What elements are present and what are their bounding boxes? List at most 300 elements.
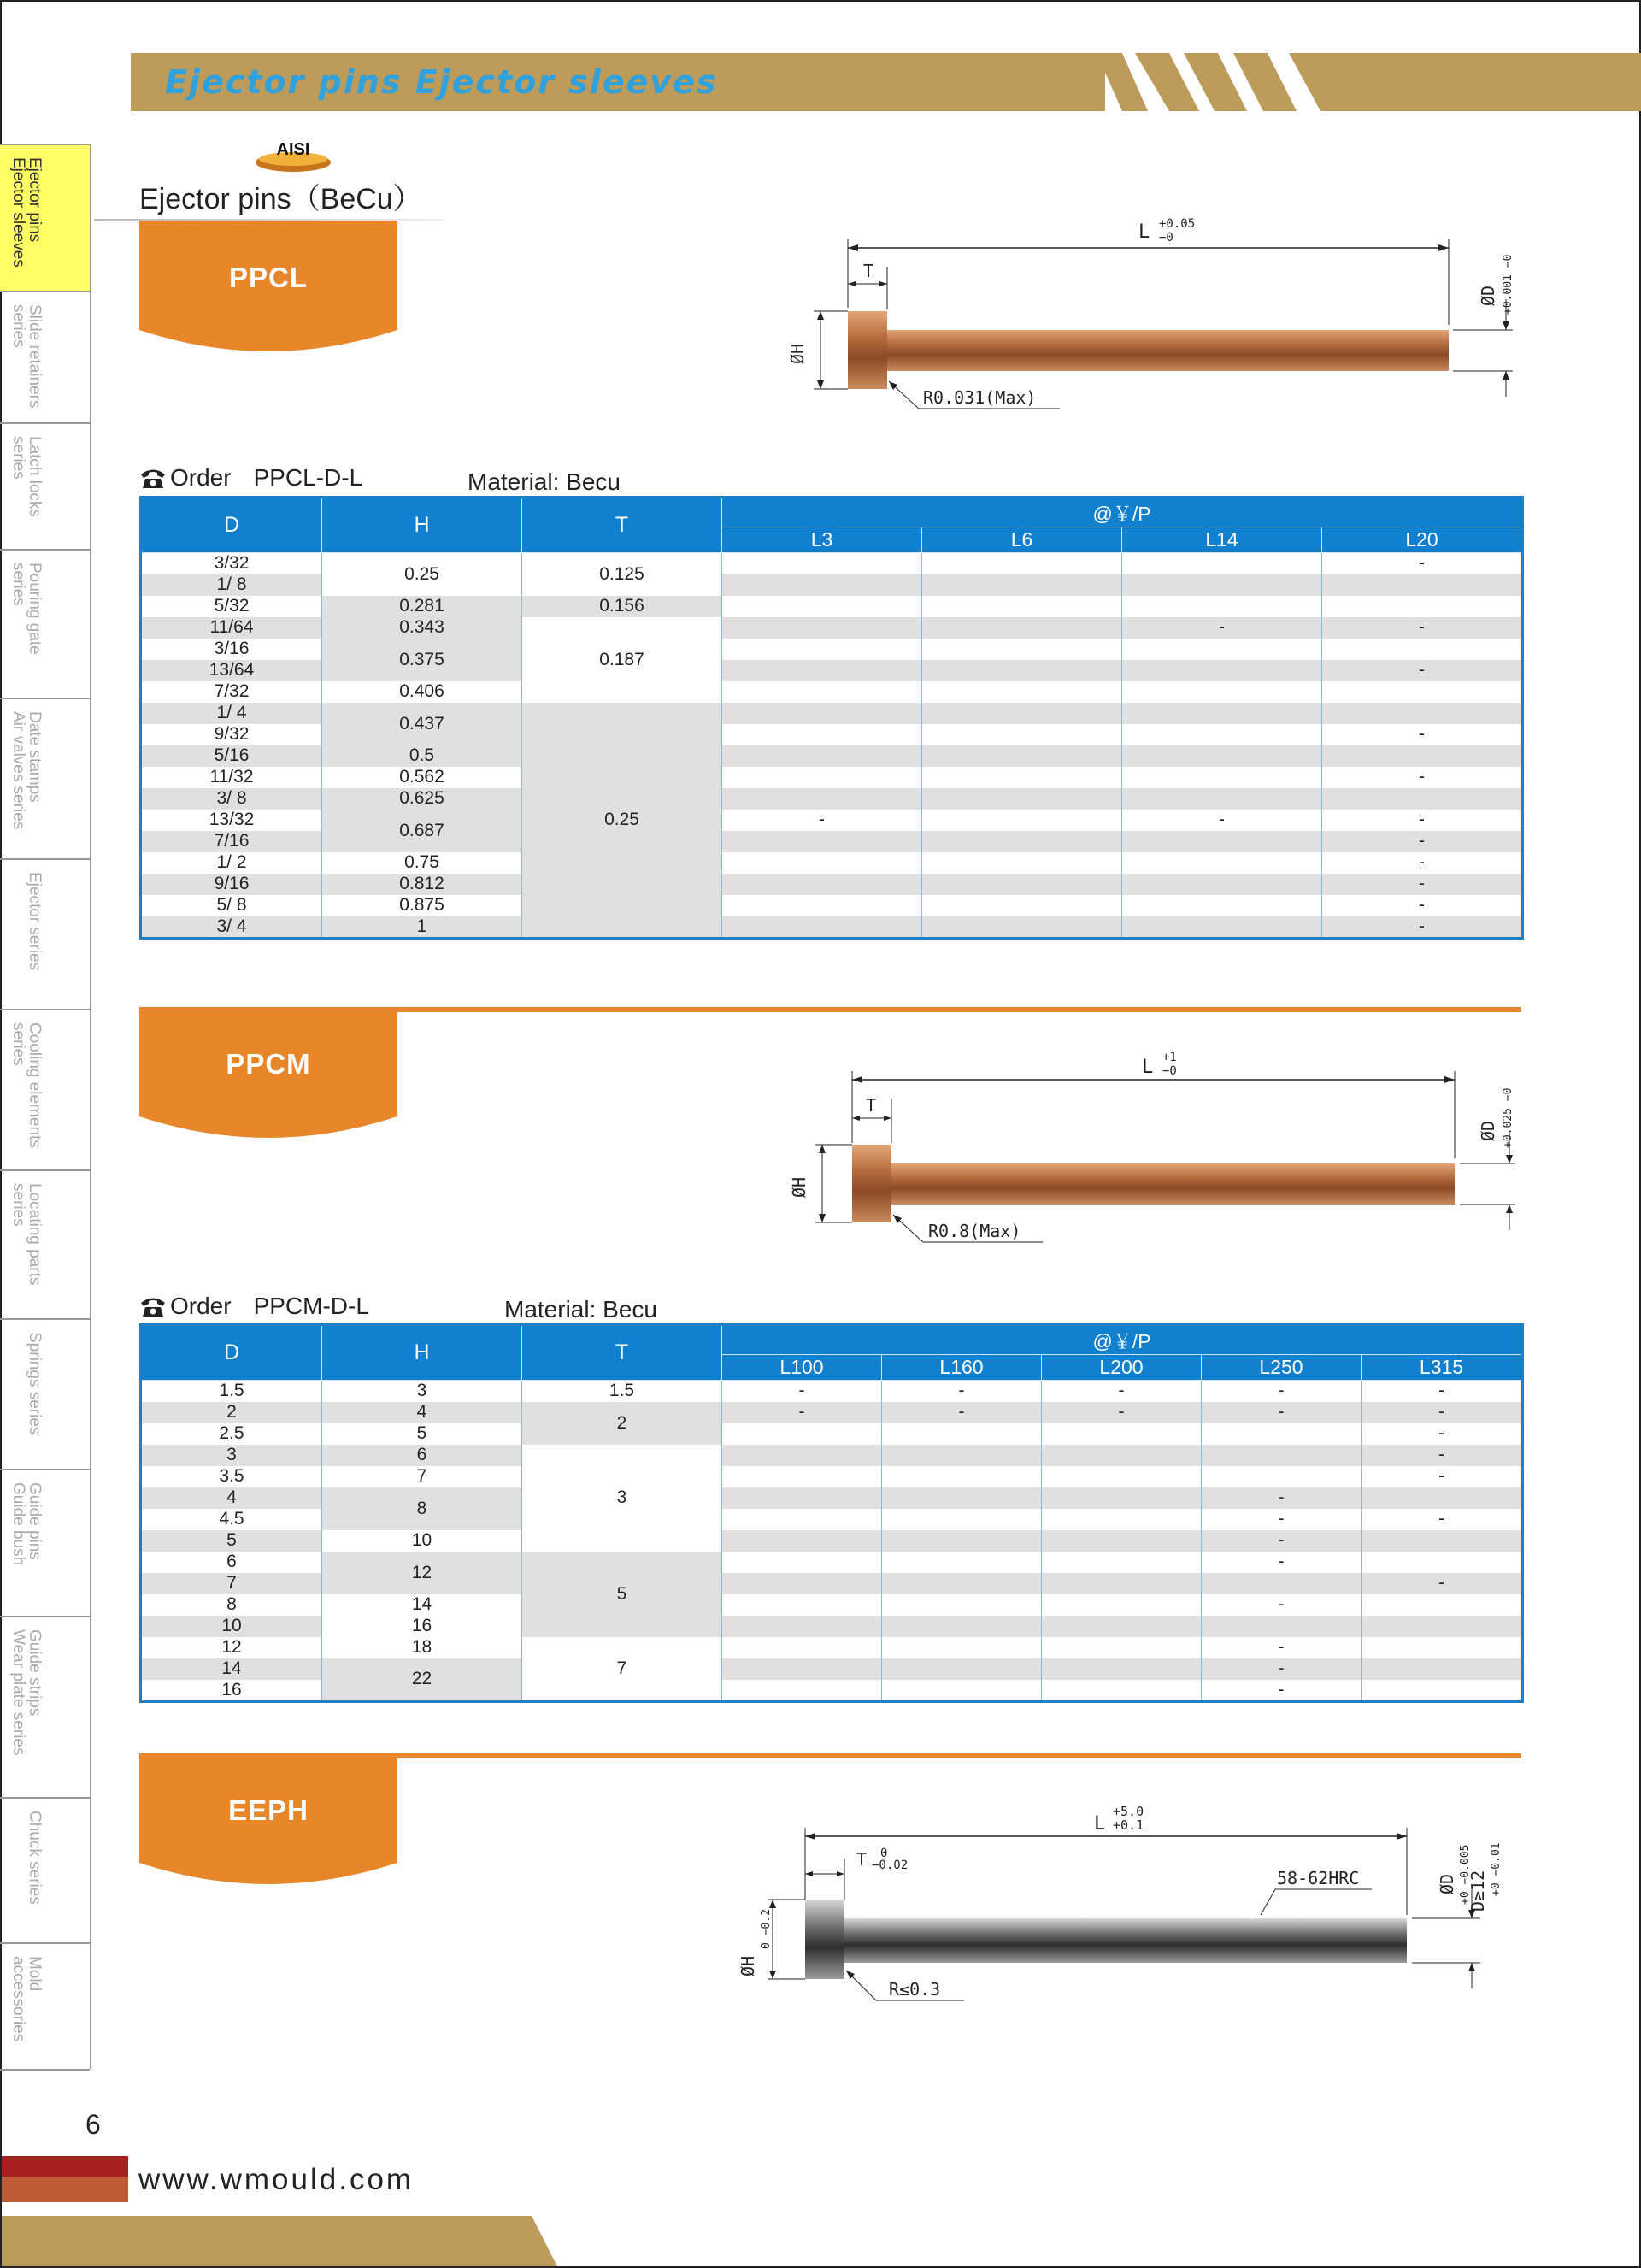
cell-price bbox=[1122, 703, 1322, 724]
ppcm-col-t: T bbox=[522, 1325, 722, 1381]
footer-accent-orange bbox=[2, 2177, 128, 2202]
ppcl-dim-d-tol: +0.001 −0 bbox=[1502, 254, 1515, 315]
cell-price bbox=[722, 703, 922, 724]
ppcm-col-l160: L160 bbox=[882, 1355, 1042, 1381]
cell-price bbox=[722, 1680, 882, 1702]
cell-price bbox=[722, 660, 922, 681]
cell-h: 12 bbox=[322, 1552, 522, 1594]
ppcm-order-label: Order bbox=[170, 1293, 232, 1319]
cell-d: 3/ 8 bbox=[141, 788, 322, 810]
cell-d: 14 bbox=[141, 1658, 322, 1680]
cell-price bbox=[922, 788, 1122, 810]
ppcm-col-d: D bbox=[141, 1325, 322, 1381]
table-row bbox=[141, 596, 1523, 617]
cell-price bbox=[922, 703, 1122, 724]
cell-price bbox=[722, 895, 922, 916]
cell-price bbox=[1042, 1445, 1202, 1466]
cell-h: 0.437 bbox=[322, 703, 522, 745]
cell-h: 5 bbox=[322, 1423, 522, 1445]
cell-price bbox=[1362, 1658, 1523, 1680]
ppcl-dim-t: T bbox=[863, 261, 874, 281]
sidebar-item-label: Chuck series bbox=[26, 1811, 44, 1905]
ppcm-col-l250: L250 bbox=[1202, 1355, 1362, 1381]
table-row bbox=[141, 1594, 1523, 1616]
table-row bbox=[141, 1637, 1523, 1658]
cell-d: 9/16 bbox=[141, 874, 322, 895]
cell-price bbox=[922, 852, 1122, 874]
cell-price bbox=[882, 1487, 1042, 1509]
ppcl-col-l6: L6 bbox=[922, 527, 1122, 553]
cell-price bbox=[1122, 874, 1322, 895]
cell-price: - bbox=[1322, 617, 1523, 639]
ppcl-price-table bbox=[139, 496, 1524, 940]
eeph-dim-d-tol: +0 −0.005 bbox=[1459, 1844, 1472, 1905]
cell-price bbox=[922, 596, 1122, 617]
cell-h: 7 bbox=[322, 1466, 522, 1487]
ppcl-dim-d: ØD bbox=[1478, 285, 1498, 306]
sidebar-item-pouring-gate[interactable] bbox=[0, 551, 90, 699]
cell-d: 4.5 bbox=[141, 1509, 322, 1530]
cell-d: 1/ 8 bbox=[141, 574, 322, 596]
cell-price bbox=[722, 852, 922, 874]
cell-price bbox=[1202, 1445, 1362, 1466]
sidebar-item-label: Locating parts series bbox=[9, 1183, 44, 1286]
cell-price bbox=[1322, 703, 1523, 724]
cell-price: - bbox=[1322, 553, 1523, 574]
eeph-dim-r: R≤0.3 bbox=[889, 1979, 941, 2000]
cell-price bbox=[1042, 1509, 1202, 1530]
ppcm-dim-l: L bbox=[1142, 1057, 1154, 1078]
cell-d: 5/16 bbox=[141, 745, 322, 767]
cell-h: 18 bbox=[322, 1637, 522, 1658]
ppcm-dim-d: ØD bbox=[1478, 1120, 1498, 1141]
cell-d: 6 bbox=[141, 1552, 322, 1573]
cell-price bbox=[1322, 596, 1523, 617]
tab-ppcl-label: PPCL bbox=[228, 262, 308, 293]
ppcm-order-code: PPCM-D-L bbox=[253, 1293, 369, 1319]
cell-t: 0.156 bbox=[522, 596, 722, 617]
cell-d: 5/ 8 bbox=[141, 895, 322, 916]
eeph-dim-d2-tol: +0 −0.01 bbox=[1490, 1842, 1503, 1896]
cell-price bbox=[922, 617, 1122, 639]
eeph-dim-l: L bbox=[1094, 1813, 1106, 1835]
cell-price: - bbox=[1042, 1402, 1202, 1423]
cell-price bbox=[1202, 1573, 1362, 1594]
cell-h: 16 bbox=[322, 1616, 522, 1637]
cell-d: 13/32 bbox=[141, 810, 322, 831]
cell-price bbox=[1322, 788, 1523, 810]
table-row bbox=[141, 1658, 1523, 1680]
cell-h: 4 bbox=[322, 1402, 522, 1423]
cell-price: - bbox=[1362, 1466, 1523, 1487]
cell-h: 0.406 bbox=[322, 681, 522, 703]
cell-price bbox=[922, 639, 1122, 660]
cell-d: 3/16 bbox=[141, 639, 322, 660]
cell-price bbox=[1202, 1423, 1362, 1445]
cell-d: 10 bbox=[141, 1616, 322, 1637]
cell-price bbox=[722, 1466, 882, 1487]
cell-price bbox=[1122, 767, 1322, 788]
cell-h: 0.75 bbox=[322, 852, 522, 874]
table-row bbox=[141, 745, 1523, 767]
cell-t: 7 bbox=[522, 1637, 722, 1702]
cell-price bbox=[722, 617, 922, 639]
cell-price bbox=[1122, 596, 1322, 617]
ppcm-col-l100: L100 bbox=[722, 1355, 882, 1381]
ppcm-dim-l-tol-up: +1 bbox=[1162, 1051, 1177, 1064]
table-row bbox=[141, 681, 1523, 703]
sidebar-item-guide-strips[interactable] bbox=[0, 1617, 90, 1799]
footer-url[interactable]: www.wmould.com bbox=[138, 2163, 415, 2196]
cell-price bbox=[1042, 1680, 1202, 1702]
cell-price bbox=[1042, 1530, 1202, 1552]
section-subtitle: Ejector pins（BeCu） bbox=[139, 183, 422, 215]
cell-price bbox=[1122, 553, 1322, 574]
cell-price bbox=[922, 831, 1122, 852]
tab-ppcm bbox=[139, 1007, 397, 1135]
cell-price bbox=[922, 767, 1122, 788]
footer-bar bbox=[2, 2216, 557, 2266]
cell-price bbox=[882, 1509, 1042, 1530]
sidebar-item-latch-locks[interactable] bbox=[0, 424, 90, 551]
cell-price bbox=[722, 1445, 882, 1466]
table-row bbox=[141, 895, 1523, 916]
cell-d: 12 bbox=[141, 1637, 322, 1658]
cell-price bbox=[722, 745, 922, 767]
ppcm-order-line bbox=[139, 1293, 369, 1320]
cell-price bbox=[722, 1423, 882, 1445]
cell-price bbox=[722, 574, 922, 596]
ppcl-diagram bbox=[769, 214, 1530, 419]
cell-h: 6 bbox=[322, 1445, 522, 1466]
table-row bbox=[141, 553, 1523, 574]
cell-price: - bbox=[1322, 767, 1523, 788]
ppcl-order-line bbox=[139, 464, 362, 492]
cell-price bbox=[1042, 1466, 1202, 1487]
cell-price bbox=[1322, 681, 1523, 703]
ppcm-col-l200: L200 bbox=[1042, 1355, 1202, 1381]
sidebar-item-label: Ejector series bbox=[26, 872, 44, 971]
cell-price bbox=[922, 553, 1122, 574]
cell-price bbox=[1202, 1466, 1362, 1487]
table-row bbox=[141, 1552, 1523, 1573]
cell-d: 2.5 bbox=[141, 1423, 322, 1445]
eeph-dim-h: ØH bbox=[738, 1955, 758, 1976]
cell-price: - bbox=[1362, 1509, 1523, 1530]
cell-h: 0.5 bbox=[322, 745, 522, 767]
cell-d: 5 bbox=[141, 1530, 322, 1552]
table-row bbox=[141, 703, 1523, 724]
cell-d: 7/32 bbox=[141, 681, 322, 703]
table-row bbox=[141, 1487, 1523, 1509]
cell-price bbox=[1362, 1530, 1523, 1552]
cell-d: 9/32 bbox=[141, 724, 322, 745]
cell-h: 22 bbox=[322, 1658, 522, 1702]
ppcl-col-l20: L20 bbox=[1322, 527, 1523, 553]
cell-price bbox=[722, 1594, 882, 1616]
ppcl-col-l14: L14 bbox=[1122, 527, 1322, 553]
table-row bbox=[141, 1445, 1523, 1466]
cell-price bbox=[722, 553, 922, 574]
table-row bbox=[141, 617, 1523, 639]
cell-price: - bbox=[1322, 895, 1523, 916]
table-row bbox=[141, 810, 1523, 831]
eeph-hardness: 58-62HRC bbox=[1277, 1868, 1360, 1888]
eeph-dim-t-tol-low: −0.02 bbox=[872, 1859, 909, 1872]
cell-h: 0.25 bbox=[322, 553, 522, 596]
eeph-dim-d2: D≥12 bbox=[1467, 1870, 1488, 1912]
ppcl-order-code: PPCL-D-L bbox=[253, 464, 363, 491]
ppcm-dim-l-tol-low: −0 bbox=[1162, 1064, 1177, 1078]
footer-accent-red bbox=[2, 2156, 128, 2177]
ppcl-dim-r: R0.031(Max) bbox=[923, 387, 1037, 408]
cell-price bbox=[722, 1530, 882, 1552]
cell-t: 2 bbox=[522, 1402, 722, 1445]
cell-t: 3 bbox=[522, 1445, 722, 1552]
cell-price: - bbox=[1122, 617, 1322, 639]
ppcl-col-h: H bbox=[322, 498, 522, 553]
cell-price: - bbox=[1362, 1423, 1523, 1445]
ppcm-price-table bbox=[139, 1323, 1524, 1703]
ppcl-dim-l: L bbox=[1138, 221, 1150, 243]
ppcl-dim-l-tol-up: +0.05 bbox=[1159, 217, 1196, 231]
cell-h: 3 bbox=[322, 1381, 522, 1402]
cell-price bbox=[882, 1573, 1042, 1594]
cell-d: 3.5 bbox=[141, 1466, 322, 1487]
cell-price bbox=[1322, 574, 1523, 596]
cell-price: - bbox=[882, 1402, 1042, 1423]
tab-ppcm-label: PPCM bbox=[226, 1048, 311, 1080]
cell-price bbox=[1122, 916, 1322, 939]
cell-price bbox=[1322, 639, 1523, 660]
cell-price bbox=[722, 788, 922, 810]
aisi-badge bbox=[252, 135, 334, 174]
cell-price: - bbox=[1202, 1658, 1362, 1680]
cell-price bbox=[1122, 788, 1322, 810]
cell-price bbox=[722, 767, 922, 788]
cell-price: - bbox=[1202, 1552, 1362, 1573]
ppcl-dim-l-tol-low: −0 bbox=[1159, 231, 1173, 244]
aisi-badge-text: AISI bbox=[276, 140, 310, 159]
cell-price: - bbox=[1362, 1402, 1523, 1423]
table-row bbox=[141, 788, 1523, 810]
cell-price bbox=[1042, 1616, 1202, 1637]
phone-icon bbox=[139, 467, 167, 489]
ppcl-col-price: @￥/P bbox=[722, 498, 1523, 527]
table-row bbox=[141, 1402, 1523, 1423]
ppcm-col-price: @￥/P bbox=[722, 1325, 1523, 1355]
cell-h: 0.562 bbox=[322, 767, 522, 788]
cell-price bbox=[1362, 1487, 1523, 1509]
ppcl-col-d: D bbox=[141, 498, 322, 553]
cell-d: 11/32 bbox=[141, 767, 322, 788]
cell-t: 0.125 bbox=[522, 553, 722, 596]
sidebar-item-ejector-series[interactable] bbox=[0, 860, 90, 1010]
cell-price bbox=[1122, 639, 1322, 660]
sidebar-item-label: Springs series bbox=[26, 1332, 44, 1435]
cell-price bbox=[882, 1680, 1042, 1702]
cell-price bbox=[1122, 745, 1322, 767]
cell-price: - bbox=[882, 1381, 1042, 1402]
table-row bbox=[141, 1616, 1523, 1637]
cell-price bbox=[1122, 831, 1322, 852]
cell-price bbox=[1122, 724, 1322, 745]
cell-price: - bbox=[1322, 852, 1523, 874]
sidebar-item-date-stamps[interactable] bbox=[0, 699, 90, 860]
cell-price: - bbox=[1322, 916, 1523, 939]
sidebar-item-locating-parts[interactable] bbox=[0, 1171, 90, 1320]
sidebar-item-springs[interactable] bbox=[0, 1320, 90, 1470]
cell-price bbox=[722, 639, 922, 660]
cell-price bbox=[882, 1658, 1042, 1680]
cell-price bbox=[1122, 660, 1322, 681]
cell-price bbox=[1122, 895, 1322, 916]
cell-d: 8 bbox=[141, 1594, 322, 1616]
cell-h: 0.625 bbox=[322, 788, 522, 810]
cell-price bbox=[722, 1509, 882, 1530]
cell-h: 0.687 bbox=[322, 810, 522, 852]
cell-price bbox=[1042, 1637, 1202, 1658]
table-row bbox=[141, 767, 1523, 788]
cell-price: - bbox=[1202, 1487, 1362, 1509]
cell-d: 2 bbox=[141, 1402, 322, 1423]
cell-t: 0.187 bbox=[522, 617, 722, 703]
cell-price: - bbox=[1322, 810, 1523, 831]
cell-price bbox=[882, 1530, 1042, 1552]
cell-price bbox=[882, 1445, 1042, 1466]
tab-ppcl bbox=[139, 221, 397, 349]
cell-price bbox=[722, 1487, 882, 1509]
table-row bbox=[141, 916, 1523, 939]
cell-price: - bbox=[1202, 1637, 1362, 1658]
cell-price bbox=[1362, 1594, 1523, 1616]
sidebar-item-label: Guide pins Guide bush bbox=[9, 1482, 44, 1566]
section-divider bbox=[397, 1007, 1521, 1012]
ppcm-dim-r: R0.8(Max) bbox=[928, 1221, 1021, 1241]
cell-price bbox=[882, 1423, 1042, 1445]
sidebar-item-label: Pouring gate series bbox=[9, 563, 44, 655]
cell-price bbox=[722, 1552, 882, 1573]
cell-d: 1/ 4 bbox=[141, 703, 322, 724]
sidebar-item-mold-accessories[interactable] bbox=[0, 1944, 90, 2071]
cell-h: 0.875 bbox=[322, 895, 522, 916]
cell-price bbox=[722, 831, 922, 852]
cell-d: 13/64 bbox=[141, 660, 322, 681]
sidebar-item-cooling-elements[interactable] bbox=[0, 1010, 90, 1171]
cell-h: 0.812 bbox=[322, 874, 522, 895]
cell-price: - bbox=[1202, 1402, 1362, 1423]
cell-h: 10 bbox=[322, 1530, 522, 1552]
table-row bbox=[141, 1530, 1523, 1552]
ppcm-dim-d-tol: +0.025 −0 bbox=[1502, 1087, 1515, 1148]
cell-price bbox=[1122, 574, 1322, 596]
cell-price bbox=[722, 681, 922, 703]
cell-price bbox=[922, 724, 1122, 745]
cell-price bbox=[722, 724, 922, 745]
eeph-dim-h-tol: 0 −0.2 bbox=[760, 1909, 773, 1949]
cell-price bbox=[722, 596, 922, 617]
cell-price bbox=[1042, 1423, 1202, 1445]
cell-price bbox=[882, 1466, 1042, 1487]
cell-price: - bbox=[1202, 1530, 1362, 1552]
cell-d: 3 bbox=[141, 1445, 322, 1466]
ppcm-col-h: H bbox=[322, 1325, 522, 1381]
cell-price bbox=[1322, 745, 1523, 767]
sidebar-item-chuck[interactable] bbox=[0, 1799, 90, 1944]
ppcm-material: Material: Becu bbox=[504, 1296, 657, 1323]
cell-price: - bbox=[722, 1381, 882, 1402]
cell-price bbox=[722, 1573, 882, 1594]
cell-price: - bbox=[1362, 1573, 1523, 1594]
sidebar-item-label: Mold accessories bbox=[9, 1956, 44, 2042]
table-row bbox=[141, 1381, 1523, 1402]
cell-d: 7 bbox=[141, 1573, 322, 1594]
cell-h: 0.281 bbox=[322, 596, 522, 617]
sidebar-item-guide-pins[interactable] bbox=[0, 1470, 90, 1617]
cell-price: - bbox=[722, 1402, 882, 1423]
header-banner bbox=[131, 53, 1641, 111]
header-title: Ejector pins Ejector sleeves bbox=[165, 63, 718, 101]
cell-price bbox=[922, 681, 1122, 703]
cell-price: - bbox=[1362, 1381, 1523, 1402]
cell-price: - bbox=[1202, 1680, 1362, 1702]
cell-price bbox=[1042, 1487, 1202, 1509]
page-number: 6 bbox=[85, 2109, 101, 2140]
table-row bbox=[141, 852, 1523, 874]
cell-price bbox=[922, 745, 1122, 767]
cell-d: 5/32 bbox=[141, 596, 322, 617]
cell-t: 5 bbox=[522, 1552, 722, 1637]
cell-price bbox=[722, 916, 922, 939]
eeph-dim-l-tol-low: +0.1 bbox=[1113, 1817, 1144, 1833]
cell-price bbox=[722, 1658, 882, 1680]
cell-price bbox=[1042, 1658, 1202, 1680]
cell-d: 16 bbox=[141, 1680, 322, 1702]
cell-d: 7/16 bbox=[141, 831, 322, 852]
eeph-dim-d: ØD bbox=[1437, 1873, 1457, 1894]
sidebar-item-label: Guide strips Wear plate series bbox=[9, 1629, 44, 1756]
cell-price bbox=[722, 1637, 882, 1658]
cell-t: 1.5 bbox=[522, 1381, 722, 1402]
cell-price bbox=[1042, 1552, 1202, 1573]
table-row bbox=[141, 1466, 1523, 1487]
ppcl-col-l3: L3 bbox=[722, 527, 922, 553]
cell-h: 1 bbox=[322, 916, 522, 939]
cell-d: 4 bbox=[141, 1487, 322, 1509]
cell-d: 1/ 2 bbox=[141, 852, 322, 874]
cell-price: - bbox=[1202, 1594, 1362, 1616]
cell-price bbox=[1202, 1616, 1362, 1637]
sidebar-item-label: Slide retainers series bbox=[9, 304, 44, 409]
cell-price bbox=[922, 916, 1122, 939]
cell-h: 14 bbox=[322, 1594, 522, 1616]
sidebar-item-slide-retainers[interactable] bbox=[0, 292, 90, 424]
eeph-dim-t-tol-up: 0 bbox=[880, 1847, 888, 1860]
table-row bbox=[141, 874, 1523, 895]
cell-d: 11/64 bbox=[141, 617, 322, 639]
ppcl-order-label: Order bbox=[170, 464, 232, 491]
cell-price: - bbox=[1322, 660, 1523, 681]
sidebar-item-ejector-pins[interactable] bbox=[0, 145, 90, 292]
cell-price: - bbox=[1202, 1509, 1362, 1530]
ppcm-dim-h: ØH bbox=[789, 1176, 809, 1198]
cell-price: - bbox=[1202, 1381, 1362, 1402]
cell-price bbox=[882, 1616, 1042, 1637]
cell-price: - bbox=[722, 810, 922, 831]
cell-price bbox=[1362, 1637, 1523, 1658]
cell-price bbox=[1122, 852, 1322, 874]
eeph-dim-l-tol-up: +5.0 bbox=[1113, 1804, 1144, 1819]
